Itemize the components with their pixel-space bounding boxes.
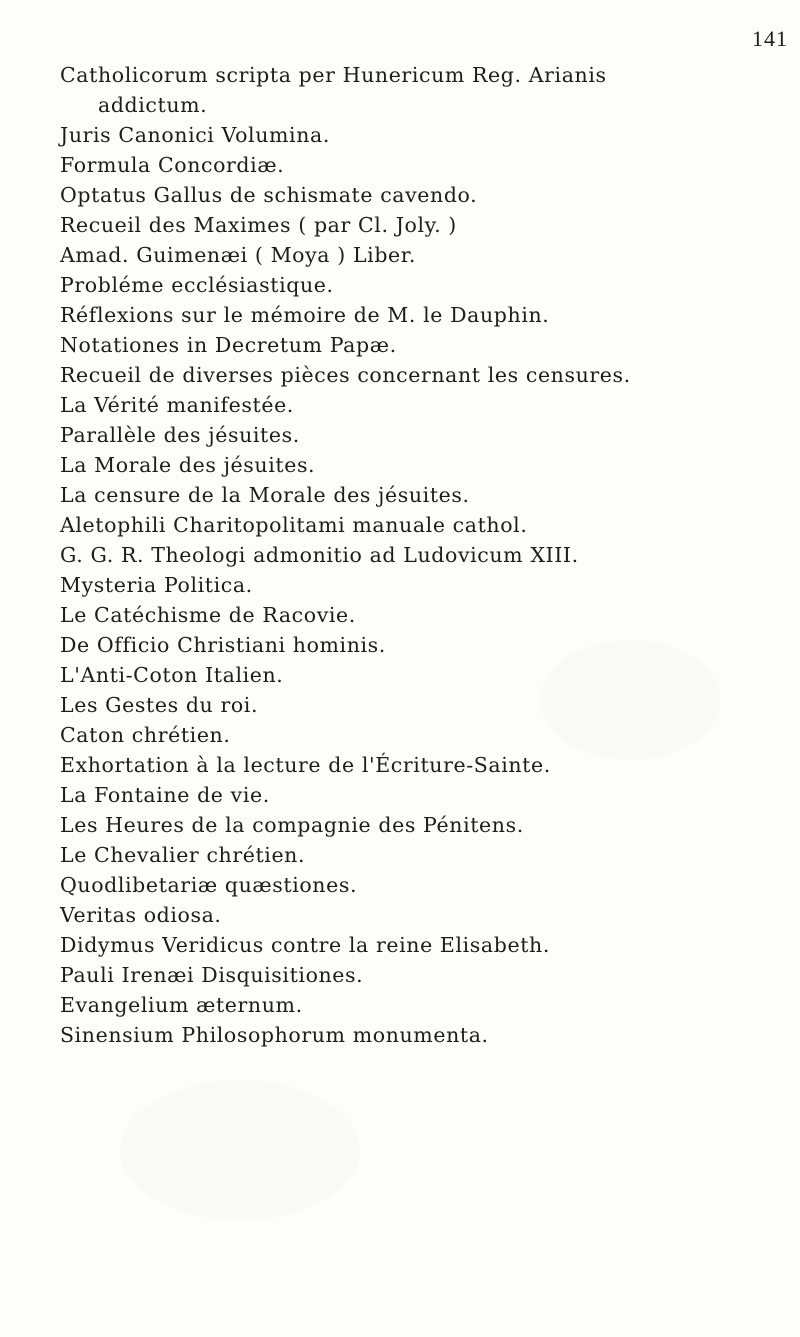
list-item: Réflexions sur le mémoire de M. le Dauphin. — [60, 303, 550, 327]
list-item: De Officio Christiani hominis. — [60, 633, 386, 657]
list-item: Notationes in Decretum Papæ. — [60, 333, 397, 357]
list-item: Amad. Guimenæi ( Moya ) Liber. — [60, 243, 417, 267]
page-number: 141 — [752, 26, 788, 51]
paper-stain — [120, 1080, 360, 1220]
list-item: Evangelium æternum. — [60, 993, 303, 1017]
list-item: Les Heures de la compagnie des Pénitens. — [60, 813, 524, 837]
list-item: Exhortation à la lecture de l'Écriture-Sainte. — [60, 753, 551, 777]
list-item: La censure de la Morale des jésuites. — [60, 483, 470, 507]
list-item: La Vérité manifestée. — [60, 393, 294, 417]
list-item: Didymus Veridicus contre la reine Elisabeth. — [60, 933, 550, 957]
list-item: Quodlibetariæ quæstiones. — [60, 873, 358, 897]
list-item: G. G. R. Theologi admonitio ad Ludovicum XIII. — [60, 543, 579, 567]
list-item: Caton chrétien. — [60, 723, 231, 747]
list-item: Veritas odiosa. — [60, 903, 222, 927]
list-item-continuation: addictum. — [98, 93, 208, 117]
list-item: Catholicorum scripta per Hunericum Reg. Arianis — [60, 63, 607, 87]
list-item: Juris Canonici Volumina. — [60, 123, 330, 147]
list-item: Le Catéchisme de Racovie. — [60, 603, 356, 627]
list-item: Les Gestes du roi. — [60, 693, 259, 717]
list-item: Parallèle des jésuites. — [60, 423, 300, 447]
title-list — [0, 60, 800, 1050]
list-item: Aletophili Charitopolitami manuale cathol. — [60, 513, 528, 537]
list-item: La Fontaine de vie. — [60, 783, 270, 807]
list-item: Probléme ecclésiastique. — [60, 273, 334, 297]
list-item: Le Chevalier chrétien. — [60, 843, 306, 867]
list-item: Sinensium Philosophorum monumenta. — [60, 1023, 489, 1047]
list-item: Recueil des Maximes ( par Cl. Joly. ) — [60, 213, 457, 237]
list-item: L'Anti-Coton Italien. — [60, 663, 284, 687]
list-item: Pauli Irenæi Disquisitiones. — [60, 963, 364, 987]
list-item: Optatus Gallus de schismate cavendo. — [60, 183, 478, 207]
list-item: Mysteria Politica. — [60, 573, 253, 597]
list-item: La Morale des jésuites. — [60, 453, 316, 477]
list-item: Recueil de diverses pièces concernant les censures. — [60, 363, 631, 387]
list-item: Formula Concordiæ. — [60, 153, 285, 177]
